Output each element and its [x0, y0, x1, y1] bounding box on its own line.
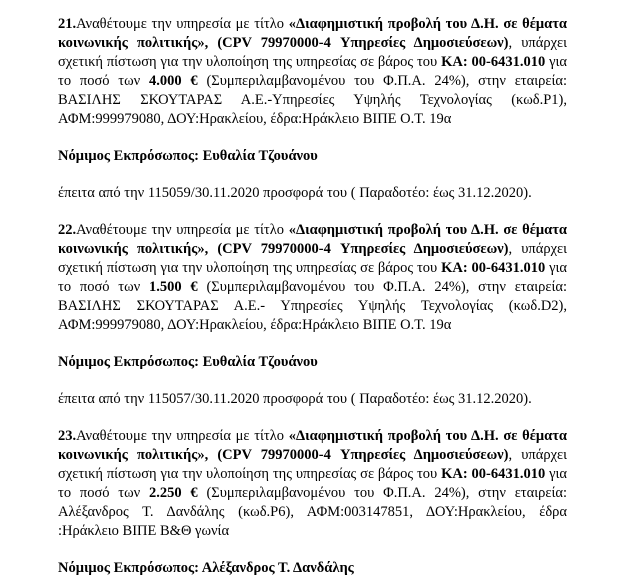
bold-text-run: Νόμιμος Εκπρόσωπος: Αλέξανδρος Τ. Δανδάλης — [58, 560, 354, 576]
bold-text-run: «Διαφημιστική προβολή του Δ.Η. σε θέματα κοινωνικής πολιτικής», (CPV 79970000-4 Υπηρεσίες Δημοσιεύσεων) — [58, 428, 567, 463]
legal-representative-22 — [58, 353, 567, 372]
text-run: έπειτα από την 115057/30.11.2020 προσφορά του ( Παραδοτέο: έως 31.12.2020). — [58, 391, 532, 407]
text-run: Αναθέτουμε την υπηρεσία με τίτλο — [76, 16, 289, 32]
bold-text-run: 2.250 € — [149, 485, 198, 501]
text-run: , υπάρχει σχετική πίστωση για την υλοποίηση της υπηρεσίας σε βάρος του — [58, 241, 567, 276]
bold-text-run: Νόμιμος Εκπρόσωπος: Ευθαλία Τζουάνου — [58, 148, 318, 164]
bold-text-run: 21. — [58, 16, 77, 32]
text-run: Αναθέτουμε την υπηρεσία με τίτλο — [76, 222, 289, 238]
award-paragraph-23 — [58, 427, 567, 541]
text-run: (Συμπεριλαμβανομένου του Φ.Π.Α. 24%), στην εταιρεία: ΒΑΣΙΛΗΣ ΣΚΟΥΤΑΡΑΣ Α.Ε.- Υπηρεσίες Υψηλής Τεχνολογίας (κωδ.D2), ΑΦΜ:999979080, ΔΟΥ:Ηρακλείου, έδρα:Ηράκλειο ΒΙΠΕ Ο.Τ. 19α — [58, 279, 567, 333]
bold-text-run: «Διαφημιστική προβολή του Δ.Η. σε θέματα κοινωνικής πολιτικής», (CPV 79970000-4 Υπηρεσίες Δημοσιεύσεων) — [58, 16, 567, 51]
bold-text-run: ΚΑ: 00-6431.010 — [441, 466, 546, 482]
offer-reference-22 — [58, 390, 567, 409]
bold-text-run: Νόμιμος Εκπρόσωπος: Ευθαλία Τζουάνου — [58, 354, 318, 370]
offer-reference-21 — [58, 184, 567, 203]
text-run: , υπάρχει σχετική πίστωση για την υλοποίηση της υπηρεσίας σε βάρος του — [58, 447, 567, 482]
legal-representative-23 — [58, 559, 567, 578]
award-paragraph-21 — [58, 15, 567, 129]
text-run: Αναθέτουμε την υπηρεσία με τίτλο — [76, 428, 289, 444]
legal-representative-21 — [58, 147, 567, 166]
bold-text-run: 22. — [58, 222, 77, 238]
bold-text-run: «Διαφημιστική προβολή του Δ.Η. σε θέματα κοινωνικής πολιτικής», (CPV 79970000-4 Υπηρεσίες Δημοσιεύσεων) — [58, 222, 567, 257]
bold-text-run: ΚΑ: 00-6431.010 — [441, 54, 546, 70]
bold-text-run: ΚΑ: 00-6431.010 — [441, 260, 546, 276]
text-run: για το ποσό των — [58, 260, 567, 295]
text-run: , υπάρχει σχετική πίστωση για την υλοποίηση της υπηρεσίας σε βάρος του — [58, 35, 567, 70]
bold-text-run: 23. — [58, 428, 77, 444]
document-blocks — [58, 15, 567, 578]
bold-text-run: 4.000 € — [149, 73, 198, 89]
text-run: για το ποσό των — [58, 54, 567, 89]
text-run: (Συμπεριλαμβανομένου του Φ.Π.Α. 24%), στην εταιρεία: Αλέξανδρος Τ. Δανδάλης (κωδ.P6), ΑΦΜ:003147851, ΔΟΥ:Ηρακλείου, έδρα :Ηράκλειο ΒΙΠΕ Β&Θ γωνία — [58, 485, 567, 539]
bold-text-run: 1.500 € — [149, 279, 198, 295]
text-run: για το ποσό των — [58, 466, 567, 501]
text-run: έπειτα από την 115059/30.11.2020 προσφορά του ( Παραδοτέο: έως 31.12.2020). — [58, 185, 532, 201]
text-run: (Συμπεριλαμβανομένου του Φ.Π.Α. 24%), στην εταιρεία: ΒΑΣΙΛΗΣ ΣΚΟΥΤΑΡΑΣ Α.Ε.-Υπηρεσίες Υψηλής Τεχνολογίας (κωδ.P1), ΑΦΜ:999979080, ΔΟΥ:Ηρακλείου, έδρα:Ηράκλειο ΒΙΠΕ Ο.Τ. 19α — [58, 73, 567, 127]
award-paragraph-22 — [58, 221, 567, 335]
